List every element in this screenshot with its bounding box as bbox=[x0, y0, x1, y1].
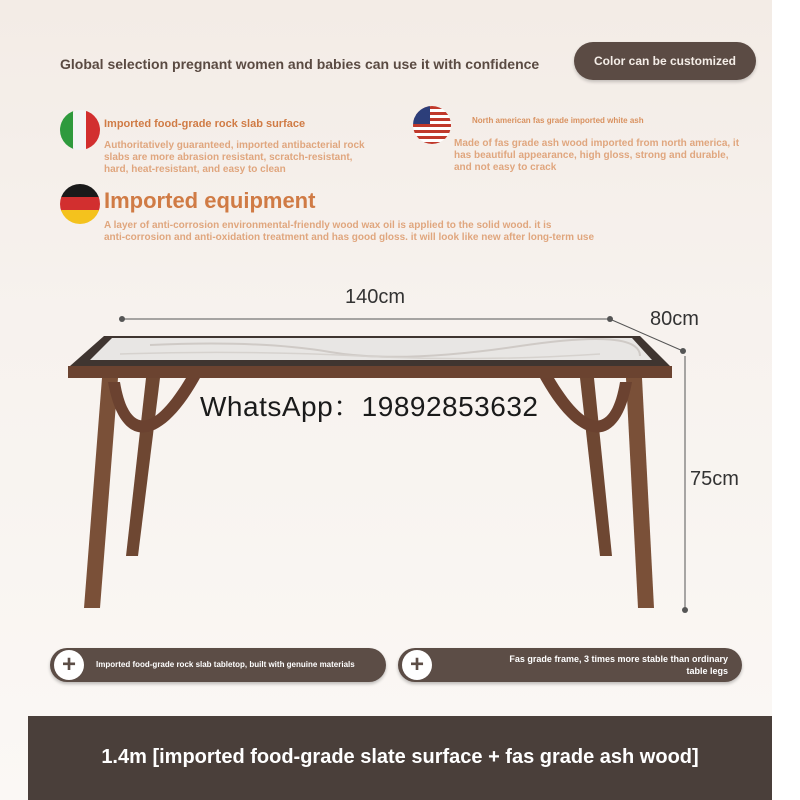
depth-label: 80cm bbox=[650, 308, 699, 330]
feature-body-ash-wood: Made of fas grade ash wood imported from north america, it has beautiful appearance, high gloss, strong and durable, and not easy to crack bbox=[454, 138, 740, 173]
length-label: 140cm bbox=[345, 286, 406, 308]
plus-icon: + bbox=[402, 650, 432, 680]
footer-title: 1.4m [imported food-grade slate surface + fas grade ash wood] bbox=[101, 746, 699, 768]
footer-banner bbox=[28, 716, 772, 800]
feature-pill-tabletop bbox=[50, 648, 386, 682]
feature-pill-frame bbox=[398, 648, 742, 682]
germany-flag-icon bbox=[60, 184, 100, 224]
feature-title-ash-wood: North american fas grade imported white ash bbox=[472, 116, 644, 125]
headline: Global selection pregnant women and babies can use it with confidence bbox=[60, 56, 540, 72]
height-label: 75cm bbox=[690, 468, 739, 490]
feature-body-equipment: A layer of anti-corrosion environmental-friendly wood wax oil is applied to the solid wood. it is anti-corrosion and anti-oxidation treatment and has good gloss. it will look like new after long-term use bbox=[104, 220, 595, 243]
whatsapp-watermark: WhatsApp：19892853632 bbox=[200, 391, 539, 422]
color-customize-badge: Color can be customized bbox=[574, 42, 756, 80]
feature-title-rock-slab: Imported food-grade rock slab surface bbox=[104, 118, 306, 130]
usa-flag-icon bbox=[413, 106, 451, 144]
right-margin bbox=[772, 0, 800, 800]
feature-title-equipment: Imported equipment bbox=[104, 188, 316, 213]
plus-icon: + bbox=[54, 650, 84, 680]
feature-body-rock-slab: Authoritatively guaranteed, imported antibacterial rock slabs are more abrasion resistant, scratch-resistant, hard, heat-resistant, and easy to clean bbox=[104, 140, 365, 175]
feature-pill-tabletop-text: Imported food-grade rock slab tabletop, built with genuine materials bbox=[96, 660, 355, 669]
italy-flag-icon bbox=[60, 110, 100, 150]
feature-pill-frame-text: Fas grade frame, 3 times more stable than ordinary table legs bbox=[509, 654, 728, 676]
